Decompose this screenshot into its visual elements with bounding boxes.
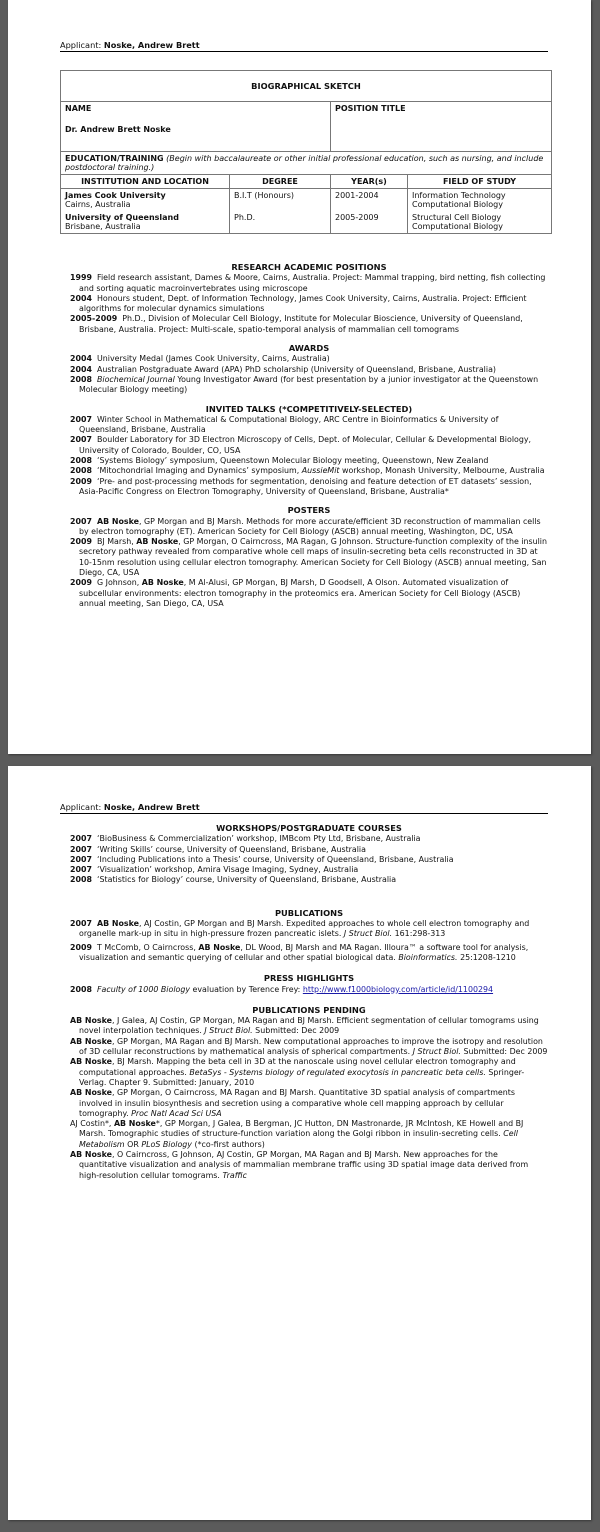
- item-text: ‘Including Publications into a Thesis’ course, University of Queensland, Brisbane, Australia: [97, 854, 454, 864]
- press-heading: PRESS HIGHLIGHTS: [263, 973, 355, 984]
- item-text: Winter School in Mathematical & Computational Biology, ARC Centre in Bioinformatics & University of Queensland, Brisbane, Australia: [79, 414, 499, 435]
- item-text: , GP Morgan, O Cairncross, MA Ragan and BJ Marsh. Quantitative 3D spatial analysis of compartments involved in insulin biosynthesis and secretion using a comparative whole cell mapping approach by cellular tomography.: [79, 1088, 515, 1118]
- item-text: Boulder Laboratory for 3D Electron Microscopy of Cells, Dept. of Molecular, Cellular & Developmental Biology, University of Colorado, Boulder, CO, USA: [79, 435, 532, 455]
- journal-name: BetaSys - Systems biology of regulated exocytosis in pancreatic beta cells.: [189, 1067, 486, 1077]
- item-text: ‘Statistics for Biology’ course, University of Queensland, Brisbane, Australia: [97, 875, 397, 885]
- item-text: University Medal (James Cook University, Cairns, Australia): [97, 354, 330, 364]
- item-year: 2009: [70, 578, 92, 588]
- list-item: [70, 875, 548, 885]
- list-item: [70, 517, 548, 538]
- list-item: [70, 456, 548, 466]
- list-item: [70, 943, 548, 964]
- list-item: [70, 415, 548, 436]
- item-year: 2009: [70, 537, 92, 547]
- item-year: 2009: [70, 476, 92, 486]
- item-year: 2007: [70, 865, 92, 875]
- table-row: [61, 189, 552, 212]
- item-year: 2005-2009: [70, 314, 118, 324]
- list-item: [70, 1119, 548, 1150]
- item-year: 2007: [70, 919, 92, 929]
- applicant-label: Applicant:: [60, 802, 102, 812]
- list-item: [70, 578, 548, 609]
- item-year: 2008: [70, 875, 92, 885]
- author-highlight: AB Noske: [70, 1088, 112, 1098]
- publications-heading: PUBLICATIONS: [274, 907, 344, 918]
- talks-heading: INVITED TALKS (*COMPETITIVELY-SELECTED): [205, 403, 413, 414]
- institution-name: James Cook University: [65, 191, 166, 200]
- item-text: Honours student, Dept. of Information Technology, James Cook University, Cairns, Australia. Project: Efficient algorithms for molecular dynamics simulations: [79, 293, 527, 314]
- item-text: BJ Marsh,: [97, 537, 137, 547]
- name-label: NAME: [65, 104, 92, 113]
- list-item: [70, 435, 548, 456]
- table-row: [61, 211, 552, 234]
- item-year: 2007: [70, 516, 92, 526]
- col-header-years: YEAR(s): [331, 175, 408, 189]
- field-of-study: Computational Biology: [412, 222, 503, 231]
- item-text: AJ Costin*,: [70, 1119, 114, 1129]
- workshop-name: AussieMit: [301, 466, 340, 476]
- item-text: Submitted: Dec 2009: [252, 1026, 340, 1036]
- item-text: workshop, Monash University, Melbourne, Australia: [339, 466, 545, 476]
- journal-name: PLoS Biology: [141, 1139, 192, 1149]
- list-item: [70, 314, 548, 335]
- item-text: , BJ Marsh. Mapping the beta cell in 3D at the nanoscale using novel cellular electron tomography and computational approaches.: [79, 1057, 516, 1077]
- item-text: ‘Visualization’ workshop, Amira Visage Imaging, Sydney, Australia: [97, 865, 359, 875]
- item-text: Young Investigator Award (for best presentation by a junior investigator at the Queenstown Molecular Biology meeting): [79, 374, 539, 395]
- name-value: Dr. Andrew Brett Noske: [65, 125, 171, 134]
- bio-title: BIOGRAPHICAL SKETCH: [61, 71, 552, 102]
- item-text: evaluation by Terence Frey:: [190, 984, 303, 994]
- author-highlight: AB Noske: [70, 1036, 112, 1046]
- page-2: [8, 766, 591, 1520]
- author-highlight: AB Noske: [97, 919, 139, 929]
- item-text: 25:1208-1210: [457, 952, 516, 962]
- posters-heading: POSTERS: [287, 505, 331, 516]
- list-item: [70, 375, 548, 396]
- item-year: 2007: [70, 844, 92, 854]
- item-text: Field research assistant, Dames & Moore, Cairns, Australia. Project: Mammal trapping, bird netting, fish collecting and sorting aquatic macroinvertebrates using microscope: [79, 273, 546, 293]
- author-highlight: AB Noske: [70, 1057, 112, 1067]
- item-text: G Johnson,: [97, 578, 142, 588]
- f1000-link[interactable]: http://www.f1000biology.com/article/id/1100294: [302, 984, 494, 994]
- item-text: OR: [124, 1139, 142, 1149]
- education-cell: [61, 152, 552, 175]
- author-highlight: AB Noske: [97, 516, 139, 526]
- applicant-label: Applicant:: [60, 40, 102, 50]
- field-of-study: Computational Biology: [412, 200, 503, 209]
- applicant-name: Noske, Andrew Brett: [103, 40, 200, 50]
- item-text: , AJ Costin, GP Morgan and BJ Marsh. Expedited approaches to whole cell electron tomography and organelle mark-up in situ in high-pressure frozen pancreatic islets.: [79, 919, 530, 939]
- item-year: 2007: [70, 435, 92, 445]
- col-header-field: FIELD OF STUDY: [408, 175, 552, 189]
- list-item: [70, 985, 548, 995]
- list-item: [70, 919, 548, 940]
- institution-location: Brisbane, Australia: [65, 222, 141, 231]
- author-highlight: AB Noske: [141, 578, 184, 588]
- item-year: 2008: [70, 466, 92, 476]
- list-item: [70, 354, 548, 364]
- item-text: , GP Morgan and BJ Marsh. Methods for more accurate/efficient 3D reconstruction of mammalian cells by electron tomography (ET). American Society for Cell Biology (ASCB) annual meeting, Washington, DC, USA: [79, 516, 541, 536]
- item-year: 2007: [70, 854, 92, 864]
- list-item: [70, 477, 548, 498]
- page-1-body: [70, 262, 548, 609]
- item-text: ‘Writing Skills’ course, University of Queensland, Brisbane, Australia: [97, 844, 366, 854]
- pending-heading: PUBLICATIONS PENDING: [252, 1004, 366, 1015]
- list-item: [70, 294, 548, 315]
- item-year: 2007: [70, 414, 92, 424]
- item-text: Springer-Verlag. Chapter 9. Submitted: January, 2010: [79, 1067, 525, 1087]
- institution-location: Cairns, Australia: [65, 200, 131, 209]
- item-text: , M Al-Alusi, GP Morgan, BJ Marsh, D Goodsell, A Olson. Automated visualization of subcellular environments: electron tomography in the proteomics era. American Society for Cell Biology (ASCB) annual meeting, San Diego, CA, USA: [79, 578, 521, 608]
- field-of-study: Structural Cell Biology: [412, 213, 502, 222]
- applicant-header: [60, 40, 548, 52]
- item-text: Ph.D., Division of Molecular Cell Biology, Institute for Molecular Bioscience, University of Queensland, Brisbane, Australia. Project: Multi-scale, spatio-temporal analysis of mammalian cell tomograms: [79, 314, 523, 334]
- degree: Ph.D.: [230, 211, 331, 234]
- applicant-header: [60, 802, 548, 814]
- item-text: , J Galea, AJ Costin, GP Morgan, MA Ragan and BJ Marsh. Efficient segmentation of cellular tomograms using novel interpolation techniques.: [79, 1016, 539, 1036]
- journal-name: Faculty of 1000 Biology: [97, 984, 191, 994]
- page-1: [8, 0, 591, 754]
- journal-name: Cell Metabolism: [79, 1129, 518, 1149]
- field-of-study: Information Technology: [412, 191, 506, 200]
- list-item: [70, 865, 548, 875]
- item-text: (*co-first authors): [191, 1139, 265, 1149]
- biographical-sketch-table: [60, 70, 552, 234]
- item-text: 161:298-313: [392, 929, 446, 939]
- education-note: (Begin with baccalaureate or other initial professional education, such as nursing, and include postdoctoral training.): [65, 154, 544, 172]
- author-highlight: AB Noske: [136, 537, 179, 547]
- position-cell: [331, 102, 552, 152]
- list-item: [70, 273, 548, 294]
- journal-name: J Struct Biol.: [412, 1047, 461, 1057]
- item-text: , GP Morgan, O Cairncross, MA Ragan, G Johnson. Structure-function complexity of the insulin secretory pathway revealed from comparative whole cell maps of insulin-secreting beta cells reconstructed in 3D at 10-15nm resolution using cellular electron tomography. American Society for Cell Biology (ASCB) annual meeting, San Diego, CA, USA: [79, 537, 548, 578]
- item-year: 2008: [70, 456, 92, 466]
- name-cell: [61, 102, 331, 152]
- awards-heading: AWARDS: [288, 343, 330, 354]
- item-year: 2008: [70, 984, 92, 994]
- item-text: ‘Pre- and post-processing methods for segmentation, denoising and feature detection of ET datasets’ session, Asia-Pacific Congress on Electron Tomography, University of Queensland, Brisbane, Australia*: [79, 476, 532, 496]
- list-item: [70, 1016, 548, 1037]
- item-year: 1999: [70, 273, 92, 283]
- item-text: , O Cairncross, G Johnson, AJ Costin, GP Morgan, MA Ragan and BJ Marsh. New approaches for the quantitative visualization and analysis of mammalian membrane traffic using 3D spatial image data derived from high-resolution cellular tomograms.: [79, 1150, 529, 1180]
- applicant-name: Noske, Andrew Brett: [103, 802, 200, 812]
- position-label: POSITION TITLE: [335, 104, 406, 113]
- list-item: [70, 834, 548, 844]
- journal-name: Bioinformatics.: [398, 952, 458, 962]
- years: 2005-2009: [331, 211, 408, 234]
- list-item: [70, 1037, 548, 1058]
- workshops-heading: WORKSHOPS/POSTGRADUATE COURSES: [216, 823, 402, 833]
- list-item: [70, 1057, 548, 1088]
- years: 2001-2004: [331, 189, 408, 212]
- degree: B.I.T (Honours): [230, 189, 331, 212]
- list-item: [70, 365, 548, 375]
- journal-name: Traffic: [222, 1170, 247, 1180]
- item-year: 2004: [70, 364, 92, 374]
- list-item: [70, 845, 548, 855]
- item-text: T McComb, O Cairncross,: [97, 942, 199, 952]
- institution-name: University of Queensland: [65, 213, 179, 222]
- col-header-degree: DEGREE: [230, 175, 331, 189]
- col-header-institution: INSTITUTION AND LOCATION: [61, 175, 230, 189]
- education-label: EDUCATION/TRAINING: [65, 154, 164, 163]
- list-item: [70, 1150, 548, 1181]
- journal-name: J Struct Biol.: [343, 929, 393, 939]
- journal-name: Proc Natl Acad Sci USA: [131, 1108, 222, 1118]
- author-highlight: AB Noske: [70, 1016, 112, 1026]
- research-heading: RESEARCH ACADEMIC POSITIONS: [231, 262, 387, 272]
- item-text: , GP Morgan, MA Ragan and BJ Marsh. New computational approaches to improve the isotropy and resolution of 3D cellular reconstructions by mathematical analysis of spherical compartments.: [79, 1036, 543, 1057]
- list-item: [70, 466, 548, 476]
- list-item: [70, 855, 548, 865]
- item-text: ‘BioBusiness & Commercialization’ workshop, IMBcom Pty Ltd, Brisbane, Australia: [97, 834, 421, 844]
- item-text: *, GP Morgan, J Galea, B Bergman, JC Hutton, DN Mastronarde, JR McIntosh, KE Howell and BJ Marsh. Tomographic studies of structure-function variation along the Golgi ribbon in insulin-secreting cells.: [79, 1119, 524, 1139]
- author-highlight: AB Noske: [198, 942, 241, 952]
- item-year: 2009: [70, 942, 92, 952]
- journal-name: J Struct Biol.: [204, 1026, 253, 1036]
- list-item: [70, 537, 548, 578]
- item-text: ‘Mitochondrial Imaging and Dynamics’ symposium,: [97, 466, 302, 476]
- item-year: 2004: [70, 293, 92, 303]
- author-highlight: AB Noske: [70, 1150, 112, 1160]
- item-text: , DL Wood, BJ Marsh and MA Ragan. Illoura™ a software tool for analysis, visualization and semantic querying of cellular and other spatial biological data.: [79, 942, 529, 962]
- item-year: 2004: [70, 354, 92, 364]
- item-year: 2008: [70, 374, 92, 384]
- item-year: 2007: [70, 834, 92, 844]
- journal-name: Biochemical Journal: [97, 374, 175, 384]
- author-highlight: AB Noske: [113, 1119, 156, 1129]
- item-text: Australian Postgraduate Award (APA) PhD scholarship (University of Queensland, Brisbane, Australia): [97, 364, 496, 374]
- page-2-body: [70, 823, 548, 1181]
- item-text: Submitted: Dec 2009: [460, 1047, 548, 1057]
- list-item: [70, 1088, 548, 1119]
- item-text: ‘Systems Biology’ symposium, Queenstown Molecular Biology meeting, Queenstown, New Zealand: [97, 456, 489, 466]
